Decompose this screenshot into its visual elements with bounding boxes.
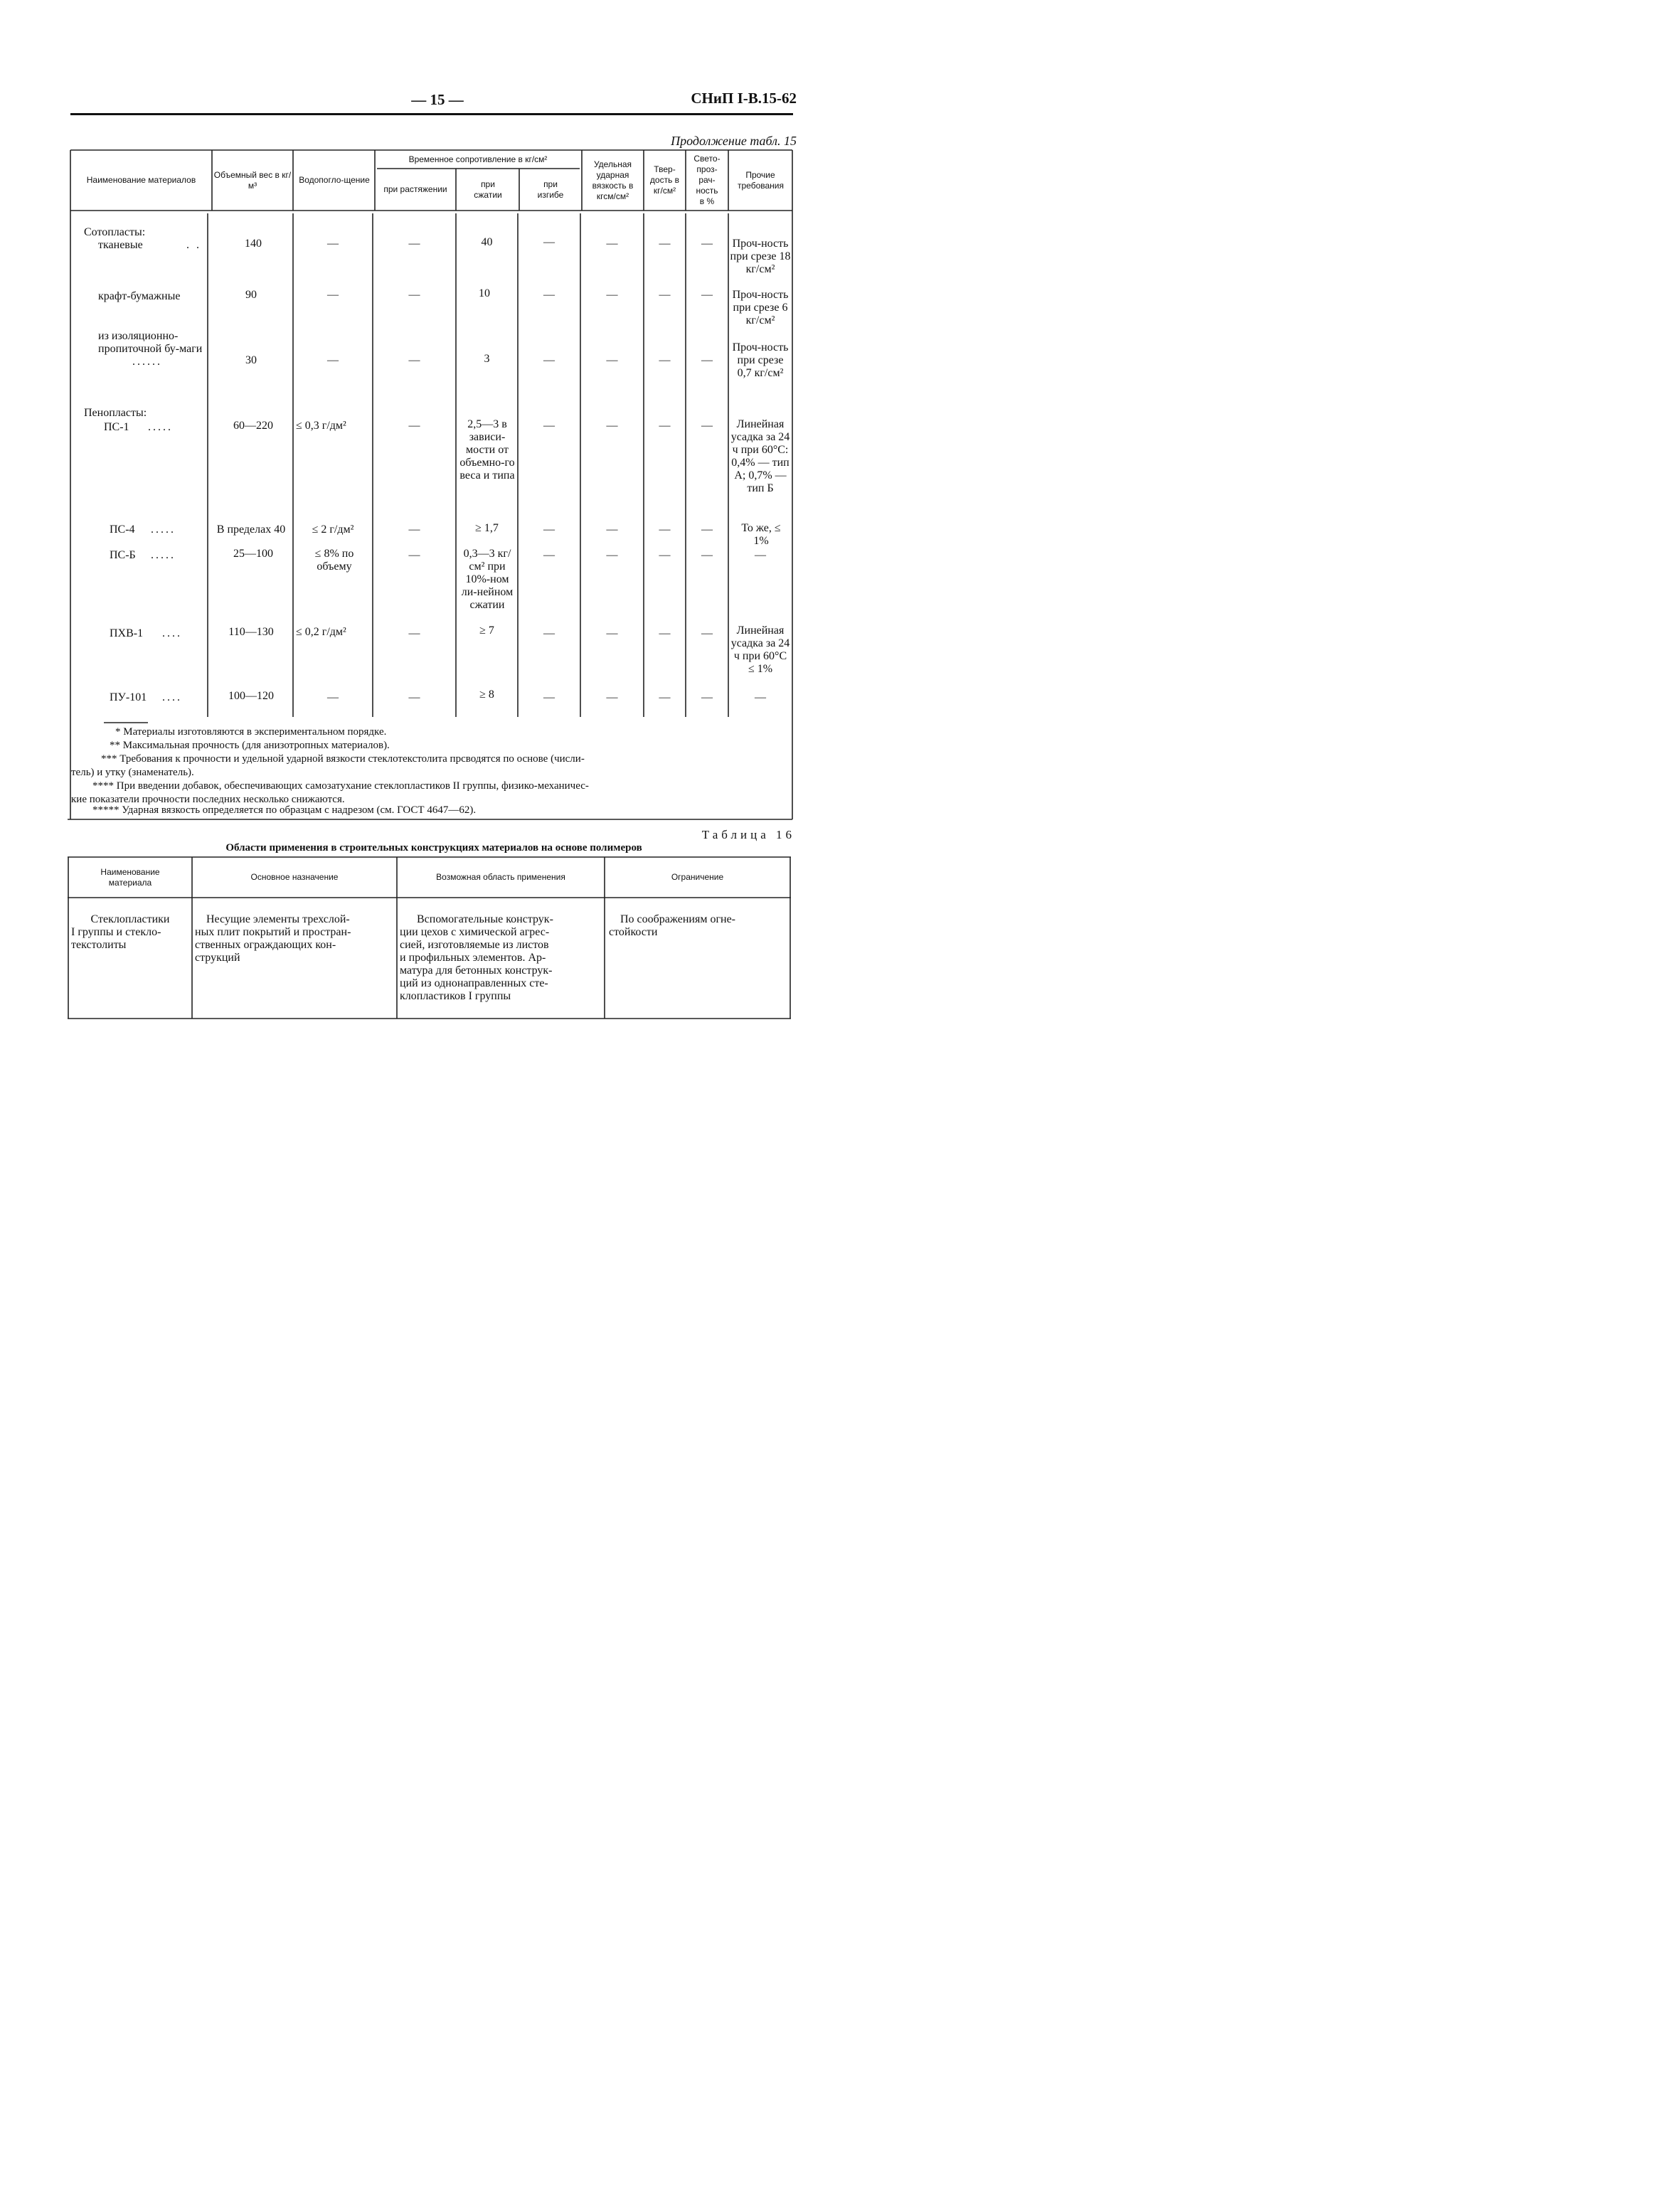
cell-hardness: —: [659, 420, 671, 432]
cell-compression: ≥ 1,7: [475, 522, 499, 534]
cell-absorption: ≤ 8% по объему: [314, 548, 354, 573]
footnote: тель) и утку (знаменатель).: [71, 767, 194, 778]
cell-density: 60—220: [233, 420, 273, 432]
t16-text-line: Несущие элементы трехслой-: [206, 913, 350, 925]
col-header-impact: Удельная ударная вязкость в кгсм/см²: [592, 159, 634, 201]
t16-text-line: ных плит покрытий и простран-: [195, 926, 351, 938]
cell-hardness: —: [659, 691, 671, 703]
row-leader-dots: ....: [162, 691, 182, 703]
t16-text-line: I группы и стекло-: [71, 926, 161, 938]
col-header-tension: при растяжении: [383, 184, 447, 194]
row-name: ПУ-101: [110, 691, 147, 703]
table-16-label: Таблица 16: [701, 828, 795, 841]
cell-other: Проч-ность при срезе 0,7 кг/см²: [732, 341, 789, 379]
col-header-hardness: Твер-дость в кг/см²: [649, 164, 680, 196]
cell-impact: —: [606, 354, 618, 366]
t16-cell-area: [400, 913, 602, 1003]
cell-tension: —: [408, 549, 420, 561]
cell-hardness: —: [659, 238, 671, 250]
row-name: ПС-4: [110, 523, 135, 536]
cell-compression: ≥ 8: [479, 689, 494, 701]
t16-text-line: матура для бетонных конструк-: [400, 964, 553, 977]
t16-text-line: Вспомогательные конструк-: [417, 913, 553, 925]
cell-transparency: —: [701, 691, 713, 703]
cell-other: —: [755, 549, 766, 561]
t16-col-header-name: Наименование материала: [100, 866, 160, 888]
cell-density: 140: [245, 238, 262, 250]
t16-col-header-area: Возможная область применения: [436, 872, 565, 882]
cell-density: 90: [245, 289, 257, 301]
footnote: * Материалы изготовляются в экспериментальном порядке.: [115, 726, 387, 738]
row-leader-dots: .....: [151, 523, 176, 536]
cell-compression: ≥ 7: [479, 624, 494, 637]
cell-tension: —: [408, 420, 420, 432]
row-leader-dots: .....: [148, 421, 173, 433]
col-header-transparency: Свето-проз-рач-ность в %: [693, 154, 721, 206]
cell-absorption: —: [327, 691, 339, 703]
row-leader-dots: . .: [186, 239, 201, 251]
cell-transparency: —: [701, 354, 713, 366]
cell-density: 30: [245, 354, 257, 366]
cell-tension: —: [408, 289, 420, 301]
t16-text-line: ций из однонаправленных сте-: [400, 977, 548, 989]
table-16-title: Области применения в строительных конструкциях материалов на основе полимеров: [225, 842, 642, 854]
cell-absorption: —: [327, 289, 339, 301]
t16-text-line: По соображениям огне-: [620, 913, 736, 925]
col-header-density: Объемный вес в кг/м³: [213, 169, 292, 191]
col-header-compression: при сжатии: [474, 179, 502, 200]
t16-text-line: ственных ограждающих кон-: [195, 939, 336, 951]
col-header-other: Прочие требования: [738, 169, 784, 191]
cell-impact: —: [606, 289, 618, 301]
cell-tension: —: [408, 238, 420, 250]
cell-compression: 10: [479, 287, 490, 299]
cell-bending: —: [543, 627, 555, 639]
cell-transparency: —: [701, 289, 713, 301]
document-code: СНиП I-В.15-62: [691, 90, 797, 107]
t16-text-line: клопластиков I группы: [400, 990, 511, 1002]
col-header-bending: при изгибе: [537, 179, 564, 200]
row-name: крафт-бумажные: [98, 290, 181, 302]
cell-compression: 2,5—3 в зависи-мости от объемно-го веса и типа: [459, 418, 515, 482]
cell-hardness: —: [659, 549, 671, 561]
row-name: ПС-1: [104, 421, 129, 433]
cell-impact: —: [606, 627, 618, 639]
t16-text-line: ции цехов с химической агрес-: [400, 926, 550, 938]
t16-col-header-limit: Ограничение: [671, 872, 724, 882]
cell-absorption: ≤ 0,3 г/дм²: [296, 420, 346, 432]
footnote: **** При введении добавок, обеспечивающих самозатухание стеклопластиков II группы, физико-механичес-: [92, 780, 589, 792]
cell-bending: —: [543, 354, 555, 366]
cell-tension: —: [408, 691, 420, 703]
cell-compression: 0,3—3 кг/см² при 10%-ном ли-нейном сжатии: [461, 548, 514, 611]
cell-transparency: —: [701, 523, 713, 536]
cell-impact: —: [606, 523, 618, 536]
cell-bending: —: [543, 289, 555, 301]
cell-other: То же, ≤ 1%: [741, 522, 781, 547]
row-name: ПХВ-1: [110, 627, 144, 639]
cell-impact: —: [606, 549, 618, 561]
row-name: тканевые: [98, 239, 143, 251]
cell-bending: —: [543, 420, 555, 432]
cell-other: Проч-ность при срезе 6 кг/см²: [732, 289, 789, 326]
row-name: ПС-Б: [110, 549, 136, 561]
cell-bending: —: [543, 691, 555, 703]
cell-tension: —: [408, 627, 420, 639]
cell-other: —: [755, 691, 766, 703]
cell-bending: —: [543, 523, 555, 536]
cell-transparency: —: [701, 627, 713, 639]
cell-transparency: —: [701, 420, 713, 432]
cell-hardness: —: [659, 354, 671, 366]
cell-hardness: —: [659, 627, 671, 639]
t16-text-line: Стеклопластики: [90, 913, 170, 925]
t16-text-line: текстолиты: [71, 939, 127, 951]
cell-compression: 40: [481, 236, 493, 248]
cell-transparency: —: [701, 238, 713, 250]
cell-absorption: ≤ 2 г/дм²: [312, 523, 354, 536]
footnote: ** Максимальная прочность (для анизотропных материалов).: [110, 740, 390, 751]
cell-tension: —: [408, 354, 420, 366]
t16-cell-name: [71, 913, 189, 952]
cell-density: 110—130: [228, 626, 274, 638]
table-continuation-caption: Продолжение табл. 15: [671, 134, 797, 148]
row-leader-dots: .....: [151, 549, 176, 561]
cell-transparency: —: [701, 549, 713, 561]
page-number: — 15 —: [411, 91, 464, 108]
footnote: *** Требования к прочности и удельной ударной вязкости стеклотекстолита прсводятся по основе (числи-: [101, 753, 585, 765]
t16-text-line: струкций: [195, 952, 240, 964]
cell-density: В пределах 40: [216, 523, 286, 536]
group-label-cellular: Сотопласты:: [84, 226, 146, 238]
cell-other: Линейная усадка за 24 ч при 60°С ≤ 1%: [730, 624, 790, 675]
cell-absorption: —: [327, 354, 339, 366]
footnote: ***** Ударная вязкость определяется по образцам с надрезом (см. ГОСТ 4647—62).: [92, 804, 477, 816]
footnote: кие показатели прочности последних несколько снижаются.: [71, 794, 345, 805]
t16-text-line: сией, изготовляемые из листов: [400, 939, 549, 951]
col-header-absorption: Водопогло-щение: [299, 175, 370, 185]
cell-other: Линейная усадка за 24 ч при 60°С: 0,4% — тип А; 0,7% — тип Б: [730, 418, 790, 494]
row-name: из изоляционно-пропиточной бу-маги: [98, 330, 203, 355]
cell-absorption: ≤ 0,2 г/дм²: [296, 626, 346, 638]
cell-absorption: —: [327, 238, 339, 250]
col-header-strength-group: Временное сопротивление в кг/см²: [408, 154, 548, 164]
cell-hardness: —: [659, 289, 671, 301]
cell-compression: 3: [484, 353, 490, 365]
cell-hardness: —: [659, 523, 671, 536]
cell-bending: —: [543, 549, 555, 561]
cell-other: Проч-ность при срезе 18 кг/см²: [730, 238, 791, 275]
cell-impact: —: [606, 691, 618, 703]
t16-cell-limit: [609, 913, 787, 939]
cell-bending: —: [543, 236, 555, 248]
t16-col-header-purpose: Основное назначение: [250, 872, 339, 882]
cell-impact: —: [606, 238, 618, 250]
cell-density: 25—100: [233, 548, 273, 560]
row-leader-dots: ......: [132, 356, 162, 368]
group-label-foam: Пенопласты:: [84, 407, 147, 419]
cell-density: 100—120: [228, 690, 274, 702]
t16-cell-purpose: [195, 913, 394, 964]
cell-impact: —: [606, 420, 618, 432]
t16-text-line: и профильных элементов. Ар-: [400, 952, 546, 964]
row-leader-dots: ....: [162, 627, 182, 639]
t16-text-line: стойкости: [609, 926, 658, 938]
cell-tension: —: [408, 523, 420, 536]
col-header-name: Наименование материалов: [86, 175, 196, 185]
